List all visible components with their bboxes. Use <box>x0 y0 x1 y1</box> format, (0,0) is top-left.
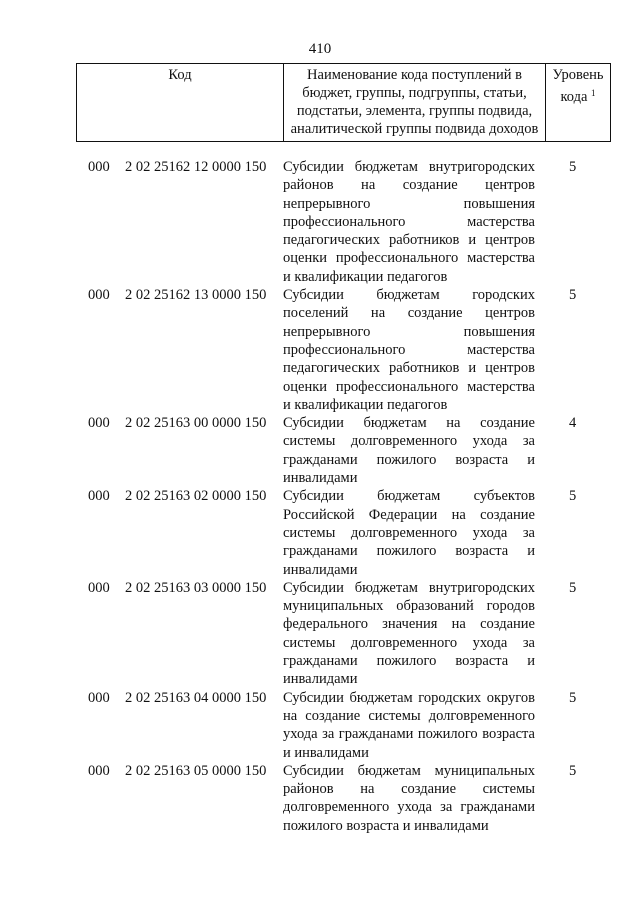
table-row <box>76 689 611 762</box>
income-code: 2 02 25163 02 0000 150 <box>125 488 267 505</box>
income-code: 2 02 25162 13 0000 150 <box>125 287 267 304</box>
header-name: Наименование кода поступлений в бюджет, группы, подгруппы, статьи, подстатьи, элемента, группы подвида, аналитической группы подвида доходов <box>284 64 546 142</box>
admin-code: 000 <box>88 159 110 175</box>
income-code: 2 02 25163 05 0000 150 <box>125 762 267 779</box>
income-name: Субсидии бюджетам внутригородских районов на создание центров непрерывного повышения профессионального мастерства педагогических работников и центров оценки профессионального мастерства и квалификации педагогов <box>283 159 535 285</box>
admin-code: 000 <box>88 689 110 706</box>
table-body <box>76 158 611 835</box>
header-level-label: Уровень кода <box>552 67 604 105</box>
income-name: Субсидии бюджетам городских поселений на создание центров непрерывного повышения профессионального мастерства педагогических работников и центров оценки профессионального мастерства и квалификации педагогов <box>283 287 535 413</box>
code-level: 5 <box>569 762 577 779</box>
page-number: 410 <box>308 41 332 57</box>
admin-code: 000 <box>88 579 110 596</box>
code-level: 5 <box>569 579 577 596</box>
table-row <box>76 286 611 414</box>
admin-code: 000 <box>88 762 110 779</box>
admin-code: 000 <box>88 488 110 505</box>
header-code: Код <box>77 64 284 142</box>
table-row <box>76 487 611 578</box>
income-code: 2 02 25163 00 0000 150 <box>125 415 267 432</box>
income-name: Субсидии бюджетам на создание системы долговременного ухода за гражданами пожилого возраста и инвалидами <box>283 415 535 487</box>
income-code: 2 02 25162 12 0000 150 <box>125 159 267 175</box>
code-level: 5 <box>569 287 577 304</box>
income-name: Субсидии бюджетам муниципальных районов на создание системы долговременного ухода за гражданами пожилого возраста и инвалидами <box>283 762 535 834</box>
admin-code: 000 <box>88 287 110 304</box>
footnote-marker: 1 <box>591 88 596 98</box>
income-name: Субсидии бюджетам внутригородских муниципальных образований городов федерального значения на создание системы долговременного ухода за гражданами пожилого возраста и инвалидами <box>283 579 535 688</box>
table-row <box>76 158 611 286</box>
table-row <box>76 579 611 689</box>
income-code: 2 02 25163 04 0000 150 <box>125 689 267 706</box>
table-row <box>76 414 611 487</box>
code-level: 5 <box>569 159 577 175</box>
income-code: 2 02 25163 03 0000 150 <box>125 579 267 596</box>
table-row <box>76 762 611 835</box>
admin-code: 000 <box>88 415 110 432</box>
income-name: Субсидии бюджетам городских округов на создание системы долговременного ухода за гражданами пожилого возраста и инвалидами <box>283 689 535 761</box>
header-level <box>546 64 611 142</box>
code-level: 5 <box>569 689 577 706</box>
income-name: Субсидии бюджетам субъектов Российской Федерации на создание системы долговременного ухода за гражданами пожилого возраста и инвалидами <box>283 488 535 578</box>
code-level: 5 <box>569 488 577 505</box>
code-level: 4 <box>569 415 577 432</box>
table-header <box>76 63 611 142</box>
